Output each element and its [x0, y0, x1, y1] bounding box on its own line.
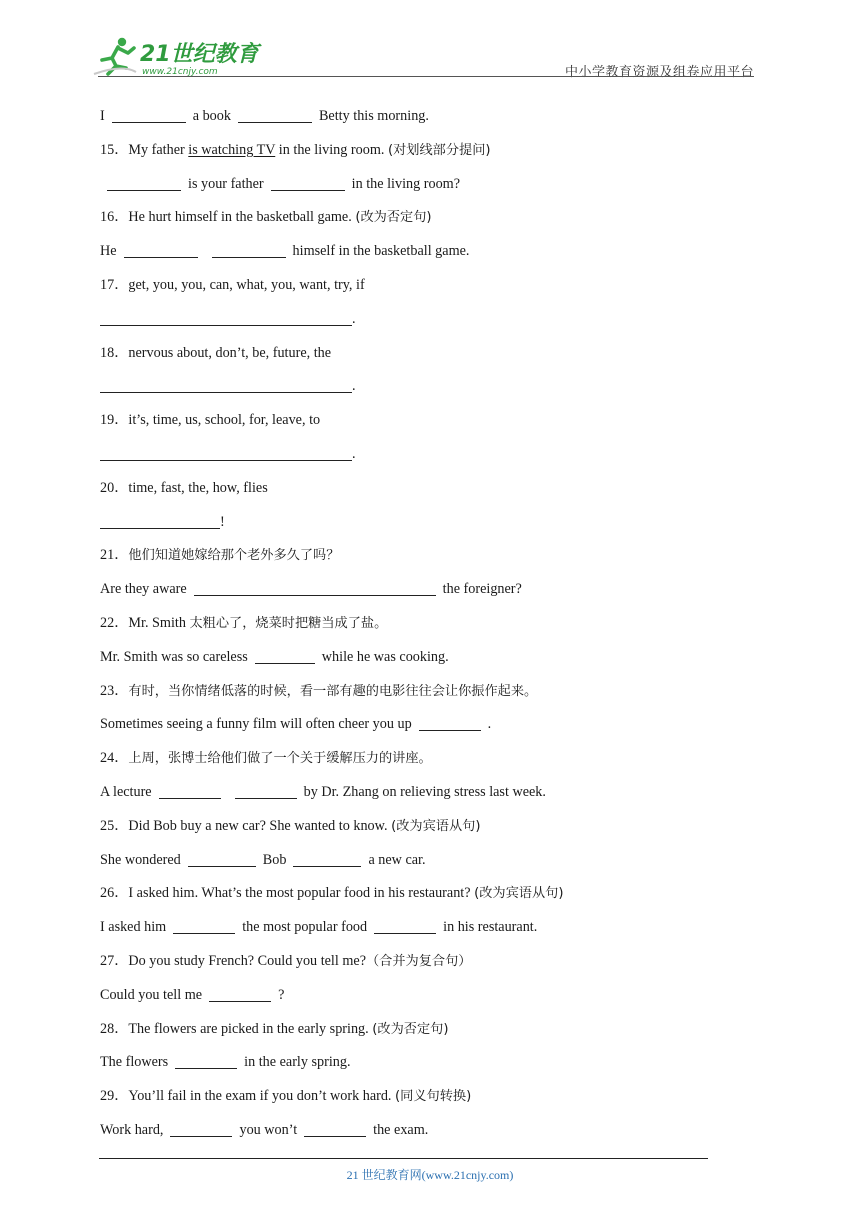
answer-line	[100, 373, 760, 407]
question-prompt	[100, 340, 760, 374]
question-prompt	[100, 542, 760, 576]
prompt-instruction: (同义句转换)	[395, 1089, 472, 1105]
answer-text: you won’t	[239, 1121, 298, 1138]
question-number: 26．	[100, 885, 129, 902]
prompt-text: He hurt himself in the basketball game.	[128, 209, 356, 226]
question-number: 24．	[100, 750, 129, 767]
question-prompt	[100, 678, 760, 712]
prompt-text: Mr. Smith	[128, 614, 190, 631]
answer-text: the foreigner?	[442, 581, 522, 598]
question-number: 18．	[100, 344, 129, 361]
answer-text: is your father	[188, 175, 264, 192]
answer-text: I asked him	[100, 919, 167, 936]
question-prompt	[100, 813, 760, 847]
question-number: 16．	[100, 209, 129, 226]
prompt-text: You’ll fail in the exam if you don’t work hard.	[128, 1088, 396, 1105]
answer-line	[100, 576, 760, 610]
answer-line	[100, 1117, 760, 1151]
question-prompt	[100, 948, 760, 982]
footer-divider	[99, 1158, 708, 1159]
question-number: 25．	[100, 817, 129, 834]
answer-text: Work hard,	[100, 1121, 164, 1138]
answer-blank[interactable]	[374, 917, 436, 934]
answer-line	[100, 171, 760, 205]
answer-blank[interactable]	[188, 850, 256, 867]
answer-blank[interactable]	[194, 579, 436, 596]
answer-line	[100, 711, 760, 745]
answer-line	[100, 441, 760, 475]
answer-line	[100, 779, 760, 813]
prompt-instruction: 上周，张博士给他们做了一个关于缓解压力的讲座。	[128, 751, 432, 767]
runner-icon	[94, 38, 136, 74]
answer-blank[interactable]	[107, 174, 181, 191]
answer-blank[interactable]	[173, 917, 235, 934]
answer-text: a new car.	[368, 851, 426, 868]
prompt-instruction: 太粗心了，烧菜时把糖当成了盐。	[189, 615, 388, 631]
question-prompt	[100, 1016, 760, 1050]
prompt-text: Do you study French? Could you tell me?	[128, 952, 366, 969]
answer-text: Sometimes seeing a funny film will often cheer you up	[100, 716, 412, 733]
answer-text: A lecture	[100, 783, 152, 800]
prompt-instruction: (对划线部分提问)	[387, 142, 491, 158]
svg-text:www.21cnjy.com: www.21cnjy.com	[142, 67, 218, 77]
answer-blank[interactable]	[238, 106, 312, 123]
answer-blank[interactable]	[100, 444, 352, 461]
question-prompt	[100, 272, 760, 306]
answer-line	[100, 847, 760, 881]
question-number: 28．	[100, 1020, 129, 1037]
prompt-text: nervous about, don’t, be, future, the	[128, 344, 332, 361]
answer-text: Bob	[262, 851, 287, 868]
header-divider	[98, 76, 754, 77]
page-header	[0, 0, 860, 80]
prompt-text: I asked him. What’s the most popular food in his restaurant?	[128, 885, 475, 902]
prompt-instruction: (改为宾语从句)	[391, 818, 481, 834]
answer-text: She wondered	[100, 851, 181, 868]
question-number: 22．	[100, 614, 129, 631]
answer-text: the exam.	[373, 1121, 429, 1138]
prompt-instruction: 有时，当你情绪低落的时候，看一部有趣的电影往往会让你振作起来。	[128, 683, 538, 699]
question-prompt	[100, 407, 760, 441]
prompt-instruction: （合并为复合句）	[366, 953, 472, 969]
answer-text: Are they aware	[100, 581, 187, 598]
prompt-instruction: (改为否定句)	[372, 1021, 449, 1037]
answer-line	[100, 982, 760, 1016]
answer-text: in the early spring.	[244, 1054, 351, 1071]
question-number: 15．	[100, 141, 129, 158]
answer-blank[interactable]	[255, 647, 315, 664]
question-number: 21．	[100, 547, 129, 564]
answer-blank[interactable]	[124, 241, 198, 258]
question-number: 17．	[100, 276, 129, 293]
underlined-phrase: is watching TV	[188, 141, 276, 158]
answer-text: in his restaurant.	[443, 919, 538, 936]
answer-blank[interactable]	[235, 782, 297, 799]
question-number: 20．	[100, 479, 129, 496]
answer-end: .	[352, 445, 356, 462]
question-number: 23．	[100, 682, 129, 699]
answer-text: a book	[192, 108, 231, 124]
prompt-text: time, fast, the, how, flies	[128, 479, 268, 496]
answer-blank[interactable]	[100, 376, 352, 393]
answer-text: himself in the basketball game.	[292, 243, 470, 260]
answer-line	[100, 509, 760, 543]
question-number: 19．	[100, 412, 129, 429]
question-prompt	[100, 137, 760, 171]
answer-blank[interactable]	[159, 782, 221, 799]
footer-text: 21 世纪教育网(www.21cnjy.com)	[346, 1168, 514, 1182]
answer-blank[interactable]	[112, 106, 186, 123]
answer-text: in the living room?	[351, 175, 461, 192]
prompt-text: it’s, time, us, school, for, leave, to	[128, 412, 321, 429]
answer-line	[100, 238, 760, 272]
answer-line	[100, 914, 760, 948]
prompt-instruction: 他们知道她嫁给那个老外多久了吗？	[128, 548, 340, 564]
prompt-text: in the living room.	[275, 141, 388, 158]
answer-line	[100, 103, 760, 137]
answer-blank[interactable]	[304, 1120, 366, 1137]
answer-blank[interactable]	[170, 1120, 232, 1137]
question-prompt	[100, 1083, 760, 1117]
answer-end: .	[352, 310, 356, 327]
prompt-instruction: (改为否定句)	[355, 210, 432, 226]
answer-text: the most popular food	[242, 919, 368, 936]
logo-21cnjy	[92, 34, 262, 78]
question-prompt	[100, 204, 760, 238]
answer-text: I	[100, 108, 105, 124]
question-number: 29．	[100, 1088, 129, 1105]
answer-text: .	[487, 716, 492, 733]
platform-title: 中小学教育资源及组卷应用平台	[564, 65, 754, 80]
answer-line	[100, 644, 760, 678]
question-prompt	[100, 475, 760, 509]
answer-text: ?	[278, 986, 285, 1003]
answer-line	[100, 1049, 760, 1083]
answer-blank[interactable]	[209, 985, 271, 1002]
answer-blank[interactable]	[271, 174, 345, 191]
answer-blank[interactable]	[175, 1052, 237, 1069]
question-prompt	[100, 610, 760, 644]
answer-blank[interactable]	[100, 309, 352, 326]
question-prompt	[100, 745, 760, 779]
answer-blank[interactable]	[419, 714, 481, 731]
answer-blank[interactable]	[100, 512, 220, 529]
answer-end: .	[352, 378, 356, 395]
prompt-text: Did Bob buy a new car? She wanted to know.	[128, 817, 392, 834]
question-number: 27．	[100, 952, 129, 969]
answer-text: Betty this morning.	[318, 108, 429, 124]
answer-blank[interactable]	[293, 850, 361, 867]
answer-text: The flowers	[100, 1054, 169, 1071]
answer-text: Could you tell me	[100, 986, 203, 1003]
question-list	[100, 103, 760, 1151]
prompt-text: get, you, you, can, what, you, want, try, if	[128, 276, 365, 293]
answer-blank[interactable]	[212, 241, 286, 258]
answer-text: He	[100, 243, 117, 260]
answer-text: while he was cooking.	[321, 648, 449, 665]
answer-line	[100, 306, 760, 340]
answer-text: Mr. Smith was so careless	[100, 648, 248, 665]
prompt-text: My father	[128, 141, 189, 158]
svg-text:21世纪教育: 21世纪教育	[140, 42, 259, 67]
answer-end: !	[220, 513, 225, 530]
prompt-instruction: (改为宾语从句)	[474, 886, 564, 902]
answer-text: by Dr. Zhang on relieving stress last week.	[303, 783, 546, 800]
question-prompt	[100, 880, 760, 914]
prompt-text: The flowers are picked in the early spring.	[128, 1020, 373, 1037]
